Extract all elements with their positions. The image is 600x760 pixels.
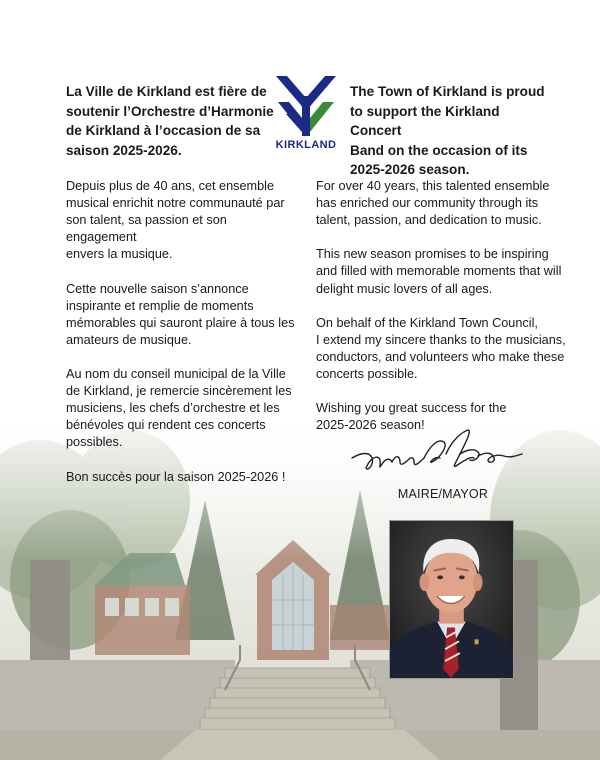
mayor-title: MAIRE/MAYOR [397, 487, 489, 501]
english-message [316, 178, 578, 452]
text-line: envers la musique. [66, 247, 173, 262]
french-paragraph [66, 366, 298, 451]
french-header [66, 82, 296, 160]
english-paragraph [316, 315, 578, 383]
text-line: 2025-2026 season! [316, 418, 425, 433]
french-paragraph [66, 178, 298, 263]
text-line: Depuis plus de 40 ans, cet ensemble [66, 179, 275, 193]
french-header-line: saison 2025-2026. [66, 142, 182, 158]
text-line: possibles. [66, 435, 123, 450]
english-header-line: Band on the occasion of its [350, 142, 528, 158]
text-line: Wishing you great success for the [316, 401, 507, 416]
text-line: conductors, and volunteers who make these [316, 349, 565, 364]
english-header-line: The Town of Kirkland is proud [350, 84, 545, 99]
text-line: I extend my sincere thanks to the musicians, [316, 332, 566, 347]
text-line: On behalf of the Kirkland Town Council, [316, 315, 538, 330]
english-paragraph [316, 178, 578, 229]
text-line: For over 40 years, this talented ensemble [316, 179, 550, 193]
french-paragraph [66, 469, 298, 486]
english-header-line: 2025-2026 season. [350, 162, 470, 177]
french-paragraph [66, 281, 298, 349]
text-line: Bon succès pour la saison 2025-2026 ! [66, 469, 286, 484]
french-header-line: de Kirkland à l’occasion de sa [66, 123, 261, 138]
english-header-line: to support the Kirkland Concert [350, 103, 500, 138]
text-line: delight music lovers of all ages. [316, 281, 493, 296]
french-header-line: soutenir l’Orchestre d’Harmonie [66, 103, 274, 119]
text-line: son talent, sa passion et son engagement [66, 213, 227, 245]
text-line: inspirante et remplie de moments [66, 298, 254, 313]
text-line: has enriched our community through its [316, 196, 539, 211]
text-line: musiciens, les chefs d’orchestre et les [66, 401, 280, 416]
text-line: mémorables qui sauront plaire à tous les [66, 315, 295, 330]
french-message [66, 178, 298, 503]
french-header-line: La Ville de Kirkland est fière de [66, 84, 267, 99]
kirkland-wordmark: KIRKLAND [275, 139, 337, 151]
text-line: amateurs de musique. [66, 332, 192, 347]
text-line: and filled with memorable moments that will [316, 264, 562, 279]
text-line: musical enrichit notre communauté par [66, 196, 285, 211]
text-line: Cette nouvelle saison s’annonce [66, 281, 249, 296]
text-line: Au nom du conseil municipal de la Ville [66, 367, 286, 382]
text-line: concerts possible. [316, 367, 418, 382]
english-paragraph [316, 246, 578, 297]
mayor-portrait-photo [389, 520, 514, 679]
mayor-signature [348, 418, 528, 488]
text-line: This new season promises to be inspiring [316, 247, 549, 262]
text-line: talent, passion, and dedication to music. [316, 213, 542, 228]
text-line: de Kirkland, je remercie sincèrement les [66, 384, 292, 399]
english-header [350, 82, 550, 180]
text-line: bénévoles qui rendent ces concerts [66, 418, 266, 433]
